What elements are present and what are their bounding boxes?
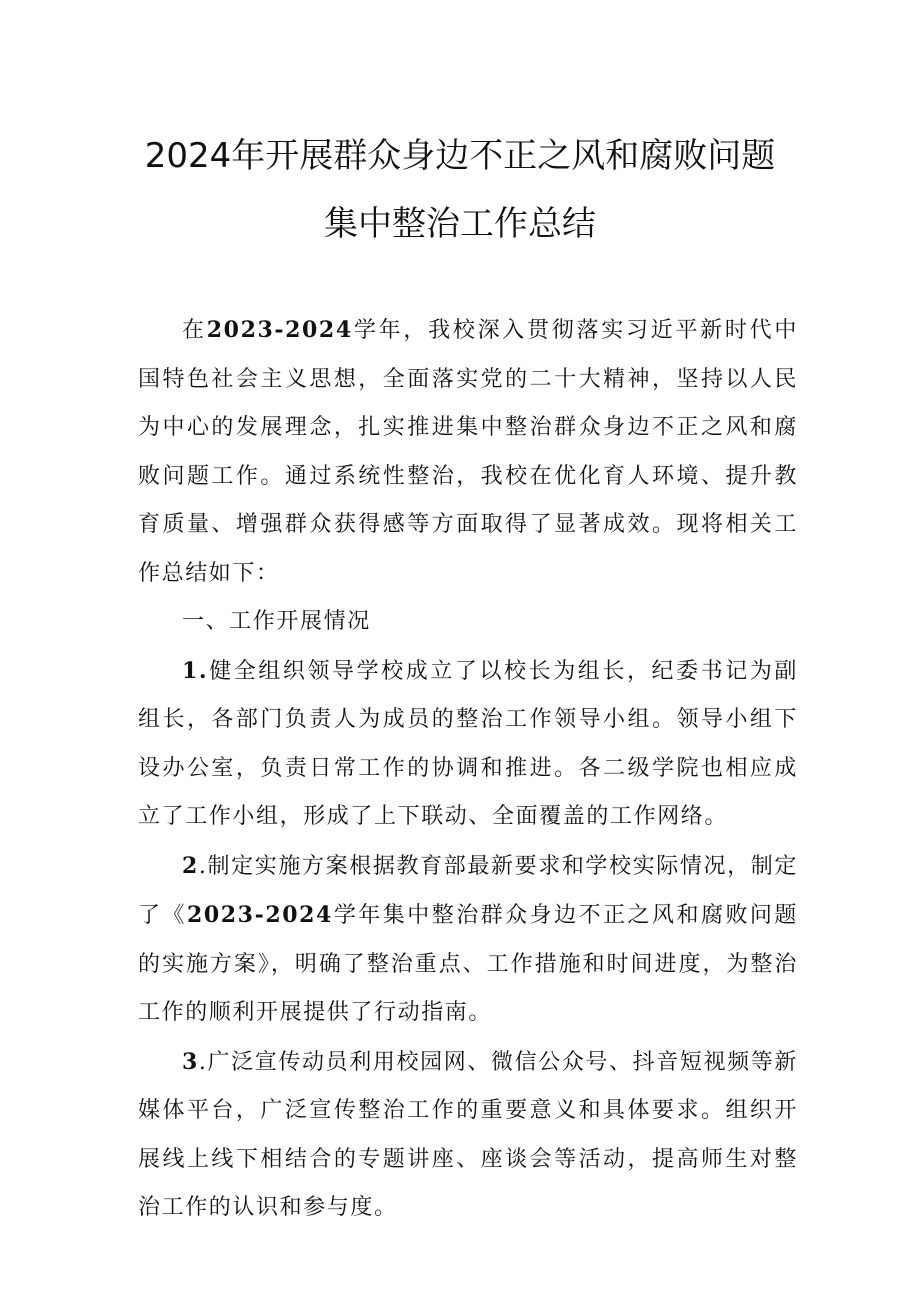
item1-paragraph <box>138 647 798 842</box>
item1-text: 健全组织领导学校成立了以校长为组长，纪委书记为副组长，各部门负责人为成员的整治工作领导小组。领导小组下设办公室，负责日常工作的协调和推进。各二级学院也相应成立了工作小组，形成了上下联动、全面覆盖的工作网络。 <box>138 658 798 829</box>
intro-paragraph <box>138 306 798 598</box>
intro-year: 2023-2024 <box>206 317 353 343</box>
item2-year: 2023-2024 <box>186 902 333 928</box>
section1-heading: 一、工作开展情况 <box>182 609 371 634</box>
intro-prefix: 在 <box>182 318 207 343</box>
item3-text: .广泛宣传动员利用校园网、微信公众号、抖音短视频等新媒体平台，广泛宣传整治工作的重要意义和具体要求。组织开展线上线下相结合的专题讲座、座谈会等活动，提高师生对整治工作的认识和参与度。 <box>138 1049 798 1220</box>
item2-number: 2 <box>182 852 199 879</box>
document-title-line1: 2024年开展群众身边不正之风和腐败问题 <box>144 136 776 176</box>
item2-text-b: 学年集中整治群众身边不正之风和腐败问题的实施方案》，明确了整治重点、工作措施和时间进度，为整治工作的顺利开展提供了行动指南。 <box>138 903 798 1025</box>
item3-number: 3 <box>182 1048 199 1075</box>
item3-paragraph <box>138 1038 798 1233</box>
document-title-line2: 集中整治工作总结 <box>324 204 596 244</box>
item2-text-a: .制定实施方案根据教育部最新要求和学校实际情况，制定了《 <box>138 853 798 928</box>
document-body <box>138 306 798 1233</box>
item2-paragraph <box>138 842 798 1038</box>
item1-number: 1. <box>182 657 209 684</box>
intro-text: 学年，我校深入贯彻落实习近平新时代中国特色社会主义思想，全面落实党的二十大精神，坚持以人民为中心的发展理念，扎实推进集中整治群众身边不正之风和腐败问题工作。通过系统性整治，我校在优化育人环境、提升教育质量、增强群众获得感等方面取得了显著成效。现将相关工作总结如下： <box>138 318 798 586</box>
